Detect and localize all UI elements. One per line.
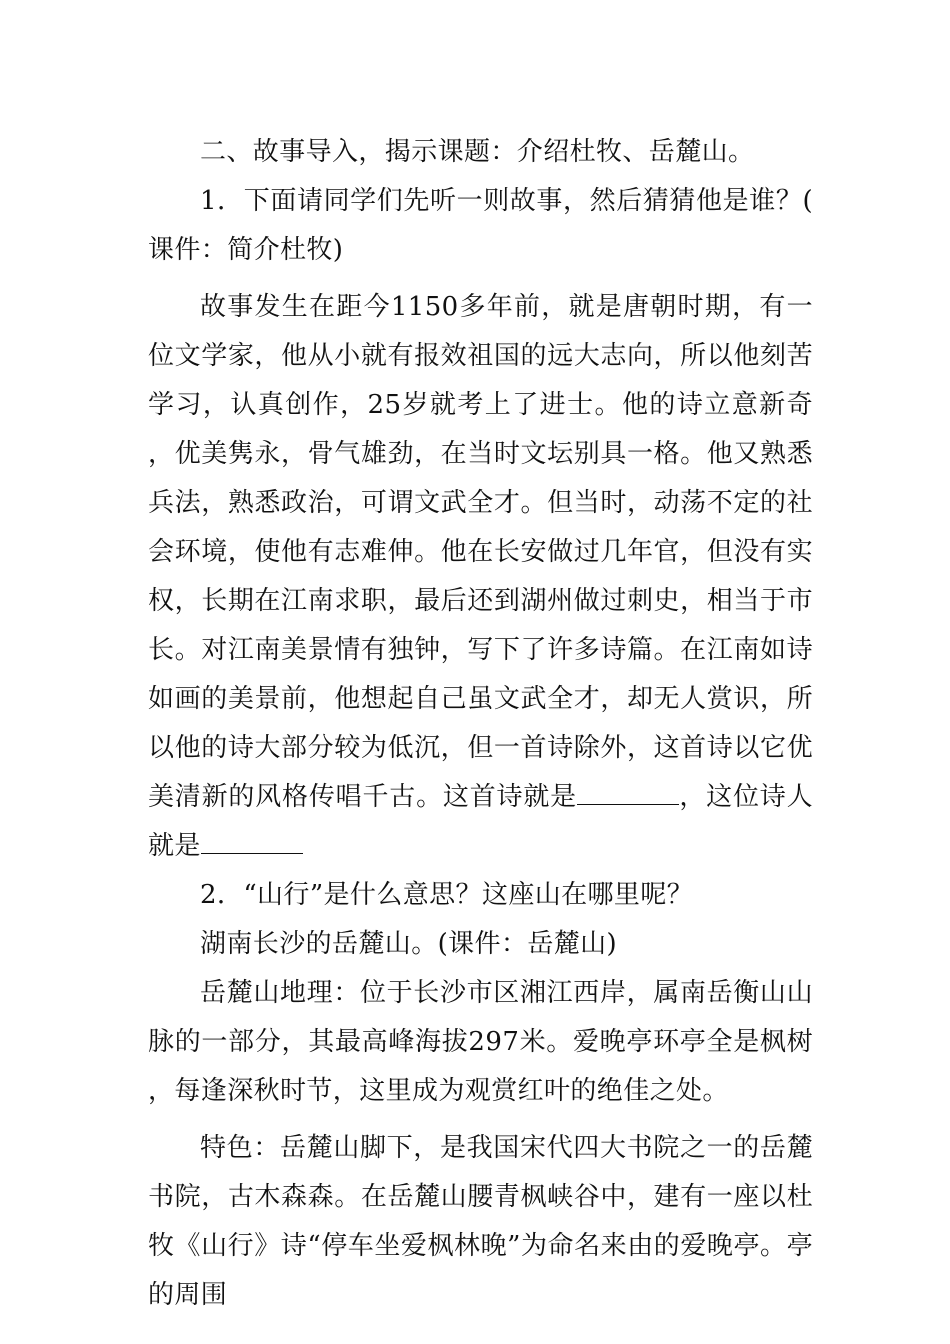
story-paragraph: [148, 283, 813, 871]
answer-2: 湖南长沙的岳麓山。(课件：岳麓山): [200, 929, 618, 959]
section-heading: 二、故事导入，揭示课题：介绍杜牧、岳麓山。: [200, 137, 755, 167]
fill-blank-poet: [201, 823, 303, 854]
question-1: 1．下面请同学们先听一则故事，然后猜猜他是谁？(课件：简介杜牧): [148, 186, 813, 265]
story-text: 故事发生在距今1150多年前，就是唐朝时期，有一位文学家，他从小就有报效祖国的远大志向，所以他刻苦学习，认真创作，25岁就考上了进士。他的诗立意新奇，优美隽永，骨气雄劲，在当时文坛别具一格。他又熟悉兵法，熟悉政治，可谓文武全才。但当时，动荡不定的社会环境，使他有志难伸。他在长安做过几年官，但没有实权，长期在江南求职，最后还到湖州做过刺史，相当于市长。对江南美景情有独钟，写下了许多诗篇。在江南如诗如画的美景前，他想起自己虽文武全才，却无人赏识，所以他的诗大部分较为低沉，但一首诗除外，这首诗以它优美清新的风格传唱千古。这首诗就是: [148, 292, 813, 812]
document-body: [148, 128, 813, 1320]
story-tail: 这位诗人就是: [148, 782, 813, 861]
fill-blank-poem: [577, 774, 679, 805]
features-paragraph: 特色：岳麓山脚下，是我国宋代四大书院之一的岳麓书院，古木森森。在岳麓山腰青枫峡谷中，建有一座以杜牧《山行》诗“停车坐爱枫林晚”为命名来由的爱晚亭。亭的周围: [148, 1133, 813, 1310]
story-comma: ，: [678, 782, 707, 812]
question-2: 2．“山行”是什么意思？这座山在哪里呢？: [200, 880, 694, 910]
geography-paragraph: 岳麓山地理：位于长沙市区湘江西岸，属南岳衡山山脉的一部分，其最高峰海拔297米。爱晚亭环亭全是枫树，每逢深秋时节，这里成为观赏红叶的绝佳之处。: [148, 978, 813, 1106]
